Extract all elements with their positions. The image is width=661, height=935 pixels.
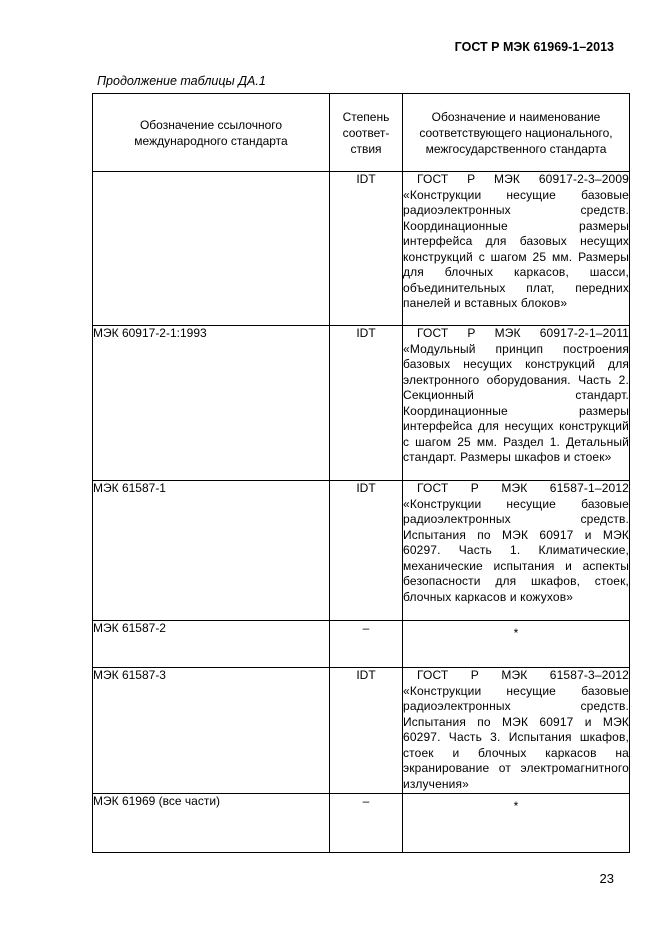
reference-cell: МЭК 61587-3: [93, 668, 330, 794]
national-standard-cell: ГОСТ Р МЭК 60917-2-3–2009 «Конструкции несущие базовые радиоэлектронных средств. Координационные размеры интерфейса для базовых несущих конструкций с шагом 25 мм. Размеры для блочных каркасов, шасси, объединительных плат, передних панелей и вставных блоков»: [403, 172, 630, 326]
national-standard-cell: *: [403, 621, 630, 668]
national-standard-cell: ГОСТ Р МЭК 61587-3–2012 «Конструкции несущие базовые радиоэлектронных средств. Испытания по МЭК 60917 и МЭК 60297. Часть 3. Испытания шкафов, стоек и блочных каркасов на экранирование от электромагнитного излучения»: [403, 668, 630, 794]
degree-cell: –: [330, 794, 403, 853]
degree-cell: IDT: [330, 668, 403, 794]
national-standard-cell: *: [403, 794, 630, 853]
national-standard-cell: ГОСТ Р МЭК 61587-1–2012 «Конструкции несущие базовые радиоэлектронных средств. Испытания по МЭК 60917 и МЭК 60297. Часть 1. Климатические, механические испытания и аспекты безопасности для шкафов, стоек, блочных каркасов и кожухов»: [403, 481, 630, 621]
reference-cell: МЭК 61587-1: [93, 481, 330, 621]
standards-table: [92, 93, 630, 853]
reference-cell: МЭК 60917-2-1:1993: [93, 326, 330, 481]
column-header-reference: Обозначение ссылочного международного стандарта: [93, 94, 330, 172]
table-row: [93, 794, 630, 853]
degree-cell: IDT: [330, 326, 403, 481]
degree-cell: IDT: [330, 172, 403, 326]
table-row: [93, 668, 630, 794]
degree-cell: IDT: [330, 481, 403, 621]
column-header-national: Обозначение и наименование соответствующего национального, межгосударственного стандарта: [403, 94, 630, 172]
column-header-degree: Степень соответ-ствия: [330, 94, 403, 172]
reference-cell: МЭК 61587-2: [93, 621, 330, 668]
reference-cell: МЭК 61969 (все части): [93, 794, 330, 853]
page-number: 23: [599, 871, 614, 886]
national-standard-cell: ГОСТ Р МЭК 60917-2-1–2011 «Модульный принцип построения базовых несущих конструкций для электронного оборудования. Часть 2. Секционный стандарт. Координационные размеры интерфейса для несущих конструкций с шагом 25 мм. Раздел 1. Детальный стандарт. Размеры шкафов и стоек»: [403, 326, 630, 481]
table-row: [93, 621, 630, 668]
reference-cell: [93, 172, 330, 326]
table-header-row: [93, 94, 630, 172]
table-row: [93, 326, 630, 481]
table-caption: Продолжение таблицы ДА.1: [97, 74, 266, 88]
table-row: [93, 481, 630, 621]
document-id: ГОСТ Р МЭК 61969-1–2013: [454, 40, 614, 54]
degree-cell: –: [330, 621, 403, 668]
table-row: [93, 172, 630, 326]
